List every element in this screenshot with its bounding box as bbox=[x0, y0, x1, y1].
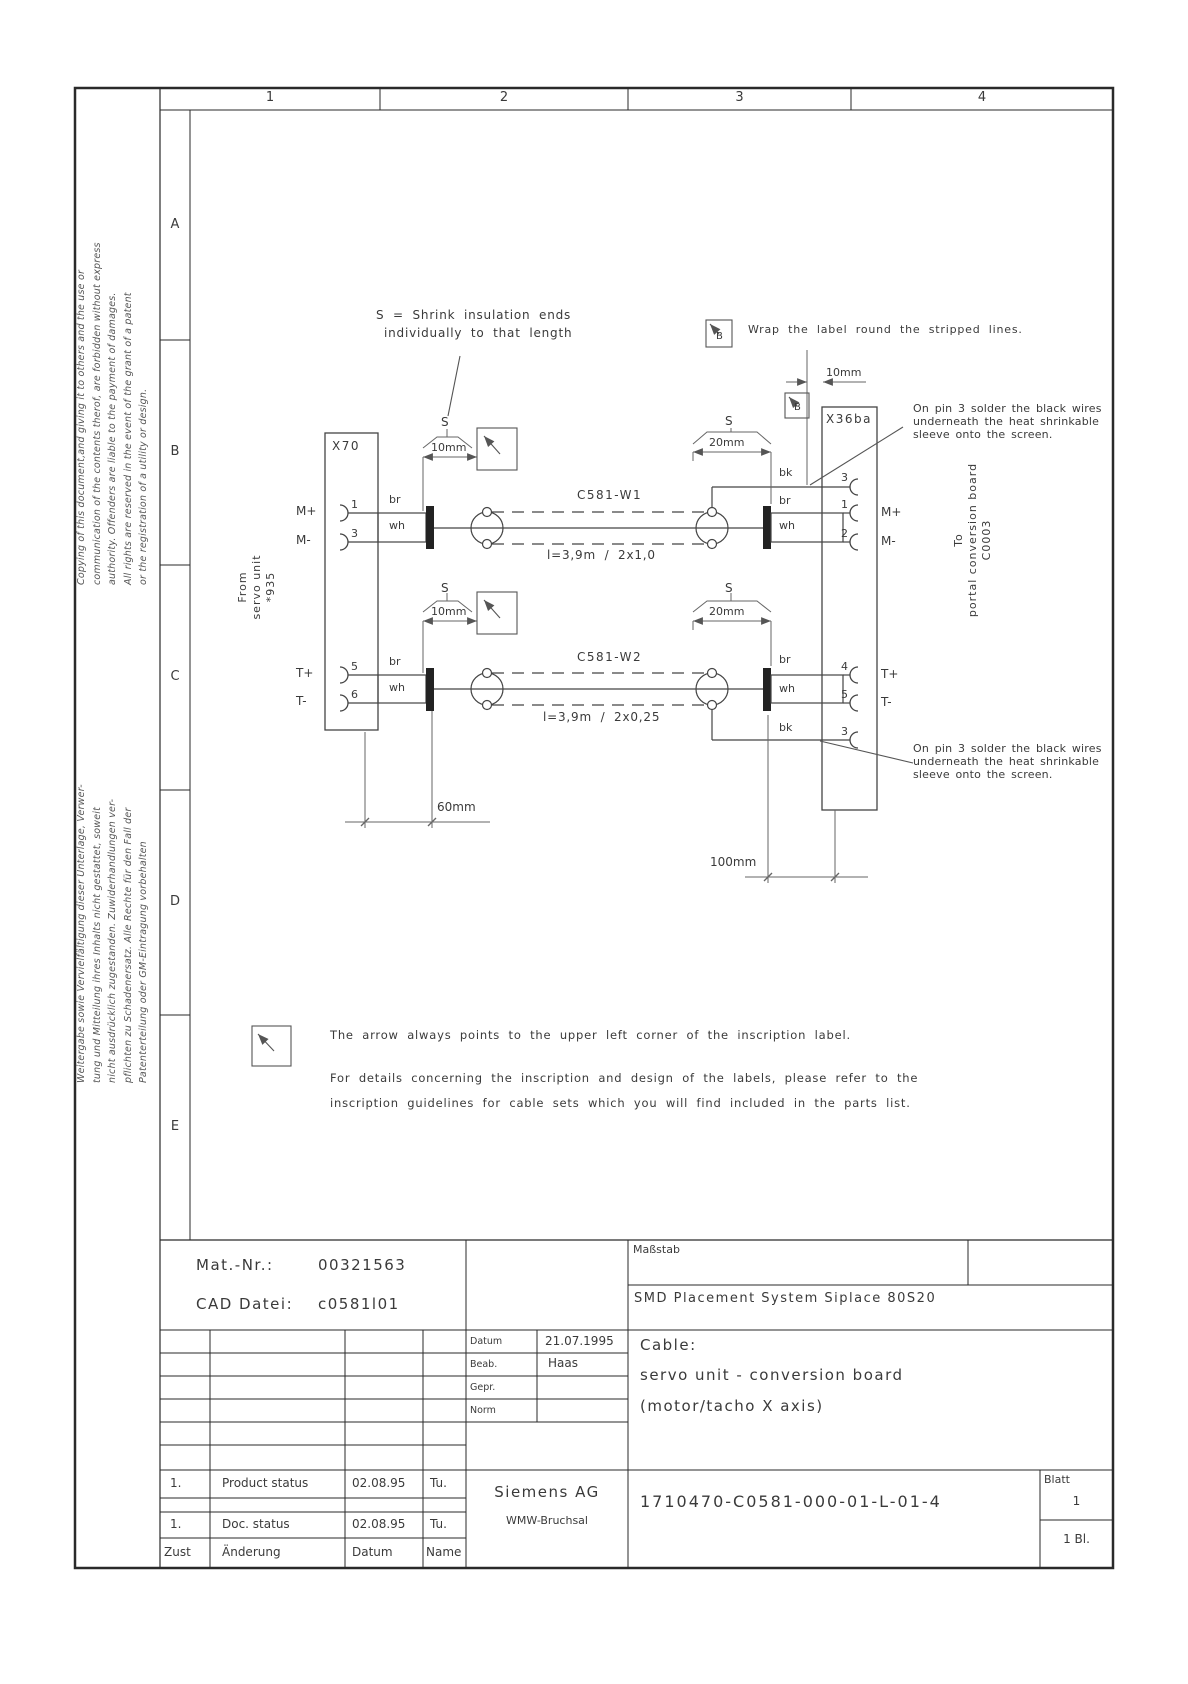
datum-label: Datum bbox=[470, 1336, 503, 1347]
dim-10mm-w1-left: 10mm bbox=[431, 441, 467, 454]
revision1-index: 1. bbox=[170, 1476, 182, 1490]
signal-mminus-right: M- bbox=[881, 534, 896, 548]
row-label-d: D bbox=[169, 894, 180, 909]
pin3-note2-line3: sleeve onto the screen. bbox=[913, 768, 1053, 781]
dim-20mm-w1-right: 20mm bbox=[709, 436, 745, 449]
footer-zust-label: Zust bbox=[164, 1545, 191, 1559]
system-name: SMD Placement System Siplace 80S20 bbox=[634, 1291, 937, 1306]
sheet-total: 1 Bl. bbox=[1063, 1532, 1090, 1546]
revision2-name: Tu. bbox=[430, 1517, 447, 1531]
cable-name-w2: C581-W2 bbox=[577, 650, 643, 664]
copyright-notice-en: Copying of this document,and giving it to others and the use or communication of the contents therof, are forbidden without express authority. Offenders are liable to the payment of damages. All rights are reserved in the event of the grant of a patent or the registration of a utility or design. bbox=[76, 242, 149, 585]
cable-spec-w1: l=3,9m / 2x1,0 bbox=[547, 548, 656, 562]
arrow-note: The arrow always points to the upper left corner of the inscription label. bbox=[330, 1028, 851, 1042]
copyright-notice-de: Weitergabe sowie Vervielfältigung dieser Unterlage, Verwer- tung und Mitteilung ihres Inhalts nicht gestattet, soweit nicht ausdrücklich zugestanden. Zuwiderhandlungen ver- pflichten zu Schadenersatz. Alle Rechte für den Fall der Patenterteilung oder GM-Eintragung vorbehalten bbox=[76, 784, 149, 1083]
cad-file-value: c0581l01 bbox=[318, 1295, 400, 1313]
x36ba-connector-label: X36ba bbox=[826, 412, 872, 426]
cable-title-line2: servo unit - conversion board bbox=[640, 1366, 904, 1384]
x70-connector bbox=[325, 433, 378, 730]
to-conversion-board-label: To portal conversion board C0003 bbox=[952, 462, 993, 618]
pin3-note2-line1: On pin 3 solder the black wires bbox=[913, 742, 1102, 755]
pin-w2-right-5: 5 bbox=[841, 688, 848, 701]
s-marker-w2-left: S bbox=[441, 581, 449, 595]
pin-w2-left-6: 6 bbox=[351, 688, 358, 701]
row-label-e: E bbox=[170, 1119, 180, 1134]
pin-w1-right-3: 3 bbox=[841, 471, 848, 484]
revision1-desc: Product status bbox=[222, 1476, 309, 1490]
dim-20mm-w2-right: 20mm bbox=[709, 605, 745, 618]
wire-color-wh-w1-right: wh bbox=[779, 519, 795, 532]
details-note-line2: inscription guidelines for cable sets which you will find included in the parts list. bbox=[330, 1096, 911, 1110]
wire-color-br-w2-left: br bbox=[389, 655, 401, 668]
footer-name-label: Name bbox=[426, 1545, 462, 1559]
pin3-note2-line2: underneath the heat shrinkable bbox=[913, 755, 1100, 768]
dim-10mm-label-wrap: 10mm bbox=[826, 366, 862, 379]
datum-value: 21.07.1995 bbox=[545, 1334, 614, 1348]
b-marker-2: B bbox=[794, 402, 801, 413]
scale-label: Maßstab bbox=[633, 1243, 680, 1256]
cad-file-label: CAD Datei: bbox=[196, 1295, 294, 1313]
pin-w1-right-2: 2 bbox=[841, 527, 848, 540]
wire-color-br-w1-right: br bbox=[779, 494, 791, 507]
sheet-number: 1 bbox=[1072, 1494, 1081, 1508]
revision2-desc: Doc. status bbox=[222, 1517, 290, 1531]
mat-nr-label: Mat.-Nr.: bbox=[196, 1256, 274, 1274]
bearb-value: Haas bbox=[548, 1356, 578, 1370]
signal-tminus-right: T- bbox=[881, 695, 892, 709]
wire-color-bk-w2-right: bk bbox=[779, 721, 793, 734]
document-number: 1710470-C0581-000-01-L-01-4 bbox=[640, 1492, 942, 1511]
row-label-b: B bbox=[170, 444, 180, 459]
pin3-note1-line3: sleeve onto the screen. bbox=[913, 428, 1053, 441]
wire-color-wh-w2-left: wh bbox=[389, 681, 405, 694]
cable-title-line3: (motor/tacho X axis) bbox=[640, 1397, 824, 1415]
signal-mminus-left: M- bbox=[296, 533, 311, 547]
shrink-note-line2: individually to that length bbox=[384, 326, 573, 340]
mat-nr-value: 00321563 bbox=[318, 1256, 407, 1274]
column-label-1: 1 bbox=[265, 90, 275, 105]
s-marker-w1-right: S bbox=[725, 414, 733, 428]
row-label-c: C bbox=[170, 669, 180, 684]
cable-name-w1: C581-W1 bbox=[577, 488, 643, 502]
company-name: Siemens AG bbox=[494, 1483, 600, 1501]
gepr-label: Gepr. bbox=[470, 1382, 496, 1393]
wire-color-wh-w1-left: wh bbox=[389, 519, 405, 532]
sheet-label: Blatt bbox=[1044, 1473, 1070, 1486]
wire-color-wh-w2-right: wh bbox=[779, 682, 795, 695]
x70-connector-label: X70 bbox=[332, 439, 360, 453]
wire-color-br-w2-right: br bbox=[779, 653, 791, 666]
pin3-note1-line1: On pin 3 solder the black wires bbox=[913, 402, 1102, 415]
signal-mplus-right: M+ bbox=[881, 505, 902, 519]
dim-60mm: 60mm bbox=[437, 800, 476, 814]
title-block-grid bbox=[160, 1240, 1113, 1568]
norm-label: Norm bbox=[470, 1405, 496, 1416]
column-label-3: 3 bbox=[735, 90, 744, 105]
pin-w2-right-3: 3 bbox=[841, 725, 848, 738]
details-note-line1: For details concerning the inscription and design of the labels, please refer to the bbox=[330, 1071, 919, 1085]
column-label-2: 2 bbox=[499, 90, 509, 105]
revision1-date: 02.08.95 bbox=[352, 1476, 406, 1490]
company-location: WMW-Bruchsal bbox=[506, 1514, 588, 1527]
revision1-name: Tu. bbox=[430, 1476, 447, 1490]
dim-10mm-w2-left: 10mm bbox=[431, 605, 467, 618]
revision2-index: 1. bbox=[170, 1517, 182, 1531]
column-label-4: 4 bbox=[977, 90, 987, 105]
bearb-label: Beab. bbox=[470, 1359, 498, 1370]
pin3-note1-line2: underneath the heat shrinkable bbox=[913, 415, 1100, 428]
pin-w1-right-1: 1 bbox=[841, 498, 848, 511]
pin-w2-left-5: 5 bbox=[351, 660, 358, 673]
cable-title-line1: Cable: bbox=[640, 1336, 697, 1354]
s-marker-w2-right: S bbox=[725, 581, 733, 595]
shrink-note-line1: S = Shrink insulation ends bbox=[376, 308, 572, 322]
wire-color-bk-w1-right: bk bbox=[779, 466, 793, 479]
row-label-a: A bbox=[170, 217, 180, 232]
cable-spec-w2: l=3,9m / 2x0,25 bbox=[543, 710, 661, 724]
footer-datum-label: Datum bbox=[352, 1545, 393, 1559]
x36ba-connector bbox=[822, 407, 877, 810]
signal-tplus-left: T+ bbox=[296, 666, 314, 680]
revision2-date: 02.08.95 bbox=[352, 1517, 406, 1531]
dim-100mm: 100mm bbox=[710, 855, 757, 869]
s-marker-w1-left: S bbox=[441, 415, 449, 429]
footer-change-label: Änderung bbox=[222, 1545, 281, 1559]
wire-color-br-w1-left: br bbox=[389, 493, 401, 506]
pin-w1-left-1: 1 bbox=[351, 498, 358, 511]
wrap-label-note: Wrap the label round the stripped lines. bbox=[748, 323, 1023, 336]
signal-tminus-left: T- bbox=[296, 694, 307, 708]
signal-tplus-right: T+ bbox=[881, 667, 899, 681]
cable-w2 bbox=[348, 668, 850, 740]
pin-w2-right-4: 4 bbox=[841, 660, 848, 673]
b-marker-1: B bbox=[716, 331, 723, 342]
dimension-lines bbox=[345, 350, 868, 883]
from-servo-unit-label: From servo unit *935 bbox=[236, 554, 277, 620]
pin-w1-left-3: 3 bbox=[351, 527, 358, 540]
signal-mplus-left: M+ bbox=[296, 504, 317, 518]
